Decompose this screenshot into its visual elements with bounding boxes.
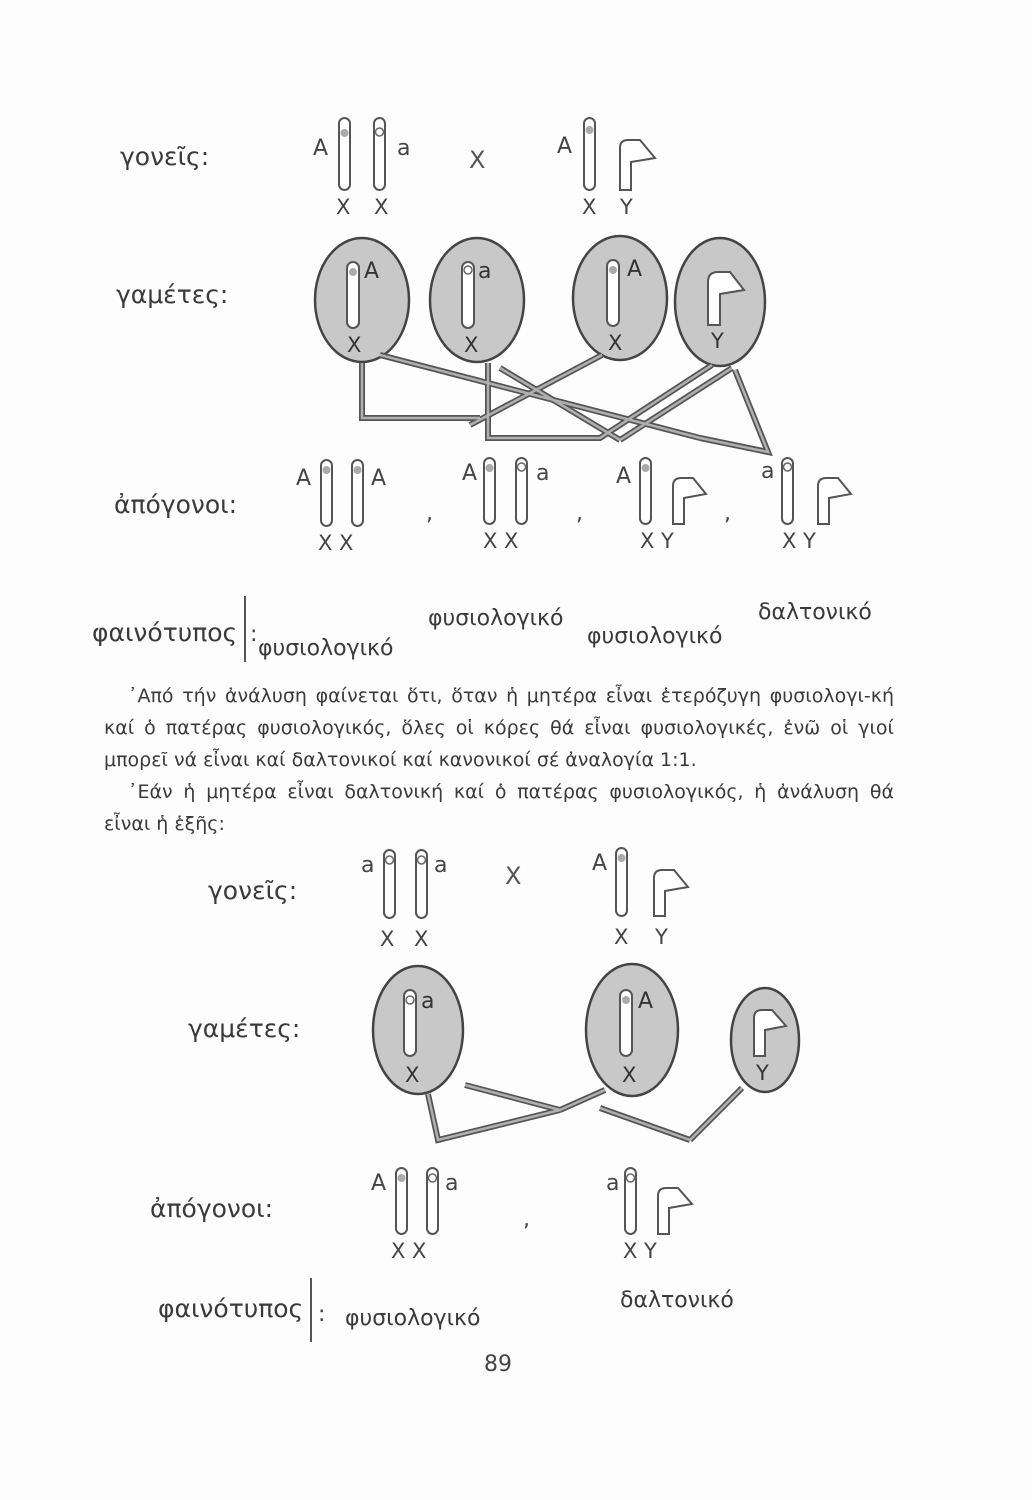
offspring-2-bottom	[606, 1168, 692, 1263]
phenotype-colon-top: :	[250, 622, 258, 647]
gamete-1-chr: X	[347, 333, 362, 357]
offspring-3-chr: X Y	[640, 529, 674, 553]
offspring-1-allele-1: A	[296, 466, 312, 491]
gamete-2-bottom	[586, 964, 678, 1096]
mother-x2: X	[374, 195, 389, 219]
gamete-1-allele: A	[364, 259, 380, 284]
phenotype-label-top: φαινότυπος	[92, 618, 238, 647]
gamete-2-chr-bottom: X	[622, 1063, 637, 1087]
gametes-label-top: γαμέτες:	[116, 280, 229, 309]
phenotype-brace-bottom	[310, 1278, 312, 1342]
cross-symbol-top: X	[469, 146, 486, 174]
offspring-3-top	[616, 458, 706, 553]
phenotype-1-bottom: φυσιολογικό	[345, 1306, 481, 1331]
offspring-2-allele-1: A	[462, 461, 478, 486]
gamete-1-bottom	[373, 966, 463, 1094]
offspring-4-allele-1: a	[761, 459, 775, 484]
phenotype-3-top: φυσιολογικό	[587, 624, 723, 649]
gamete-2-allele-bottom: A	[638, 989, 654, 1014]
mother-allele-A: A	[313, 136, 329, 161]
offspring-1-top	[296, 460, 386, 555]
gamete-3-chr-bottom: Y	[756, 1061, 769, 1085]
phenotype-2-top: φυσιολογικό	[428, 606, 564, 631]
mother-allele-a1-bottom: a	[361, 853, 375, 878]
offspring-2-top	[462, 458, 549, 553]
gamete-1-top	[315, 238, 409, 362]
mother-allele-a: a	[397, 136, 411, 161]
offspring-1-chr-bottom: X X	[391, 1239, 427, 1263]
offspring-2-chr: X X	[483, 529, 519, 553]
offspring-4-chr: X Y	[782, 529, 816, 553]
gamete-4-top	[675, 238, 765, 366]
gamete-3-allele: A	[627, 257, 643, 282]
father-x-bottom: X	[614, 925, 629, 949]
separator-2-top: ,	[576, 501, 583, 526]
phenotype-colon-bottom: :	[318, 1302, 326, 1327]
offspring-2-allele-1-bottom: a	[606, 1171, 620, 1196]
paragraph-2: ᾿Εάν ἡ μητέρα εἶναι δαλτονική καί ὁ πατέρας φυσιολογικός, ἡ ἀνάλυση θά εἶναι ἡ ἑξῆς:	[104, 781, 894, 835]
phenotype-4-top: δαλτονικό	[758, 600, 872, 625]
gamete-3-bottom	[731, 988, 799, 1092]
gamete-1-chr-bottom: X	[405, 1063, 420, 1087]
separator-1-bottom: ,	[523, 1207, 530, 1232]
mother-chromosomes-bottom	[361, 850, 447, 951]
offspring-1-bottom	[371, 1168, 458, 1263]
separator-3-top: ,	[724, 501, 731, 526]
cross-symbol-bottom: X	[505, 862, 522, 890]
mother-x1: X	[336, 195, 351, 219]
mother-x1-bottom: X	[380, 927, 395, 951]
separator-1-top: ,	[426, 501, 433, 526]
parents-label-top: γονεῖς:	[120, 142, 210, 171]
gamete-2-top	[430, 238, 524, 362]
gamete-3-top	[573, 236, 667, 360]
gamete-4-chr: Y	[711, 329, 724, 353]
father-y: Y	[620, 195, 633, 219]
offspring-2-allele-2: a	[536, 461, 550, 486]
offspring-3-allele-1: A	[616, 464, 632, 489]
offspring-1-allele-2: A	[371, 466, 387, 491]
offspring-1-allele-2-bottom: a	[445, 1171, 459, 1196]
mother-chromosomes-top	[313, 118, 410, 219]
gametes-label-bottom: γαμέτες:	[188, 1014, 301, 1043]
gamete-3-chr: X	[608, 331, 623, 355]
phenotype-1-top: φυσιολογικό	[258, 636, 394, 661]
father-allele-A-bottom: A	[592, 851, 608, 876]
page-number: 89	[484, 1352, 512, 1377]
mother-allele-a2-bottom: a	[434, 853, 448, 878]
offspring-1-allele-1-bottom: A	[371, 1171, 387, 1196]
gamete-2-allele: a	[478, 259, 492, 284]
father-chromosomes-top	[557, 118, 655, 219]
parents-label-bottom: γονεῖς:	[208, 876, 298, 905]
paragraph-1: ᾿Από τήν ἀνάλυση φαίνεται ὅτι, ὅταν ἡ μητέρα εἶναι ἑτερόζυγη φυσιολογι-κή καί ὁ πατέρας φυσιολογικός, ὅλες οἱ κόρες θά εἶναι φυσιολογικές, ἐνῶ οἱ γιοί μπορεῖ νά εἶναι καί δαλτονικοί καί κανονικοί σέ ἀναλογία 1:1.	[104, 685, 894, 771]
offspring-label-bottom: ἀπόγονοι:	[150, 1194, 274, 1223]
gamete-2-chr: X	[464, 333, 479, 357]
phenotype-brace-top	[244, 596, 246, 662]
mother-x2-bottom: X	[414, 927, 429, 951]
offspring-2-chr-bottom: X Y	[623, 1239, 657, 1263]
father-x: X	[582, 195, 597, 219]
phenotype-label-bottom: φαινότυπος	[158, 1294, 304, 1323]
offspring-4-top	[761, 458, 851, 553]
offspring-label-top: ἀπόγονοι:	[114, 490, 238, 519]
gamete-1-allele-bottom: a	[421, 989, 435, 1014]
father-chromosomes-bottom	[592, 848, 688, 949]
father-y-bottom: Y	[655, 925, 668, 949]
father-allele-A: A	[557, 134, 573, 159]
phenotype-2-bottom: δαλτονικό	[620, 1288, 734, 1313]
offspring-1-chr: X X	[318, 531, 354, 555]
